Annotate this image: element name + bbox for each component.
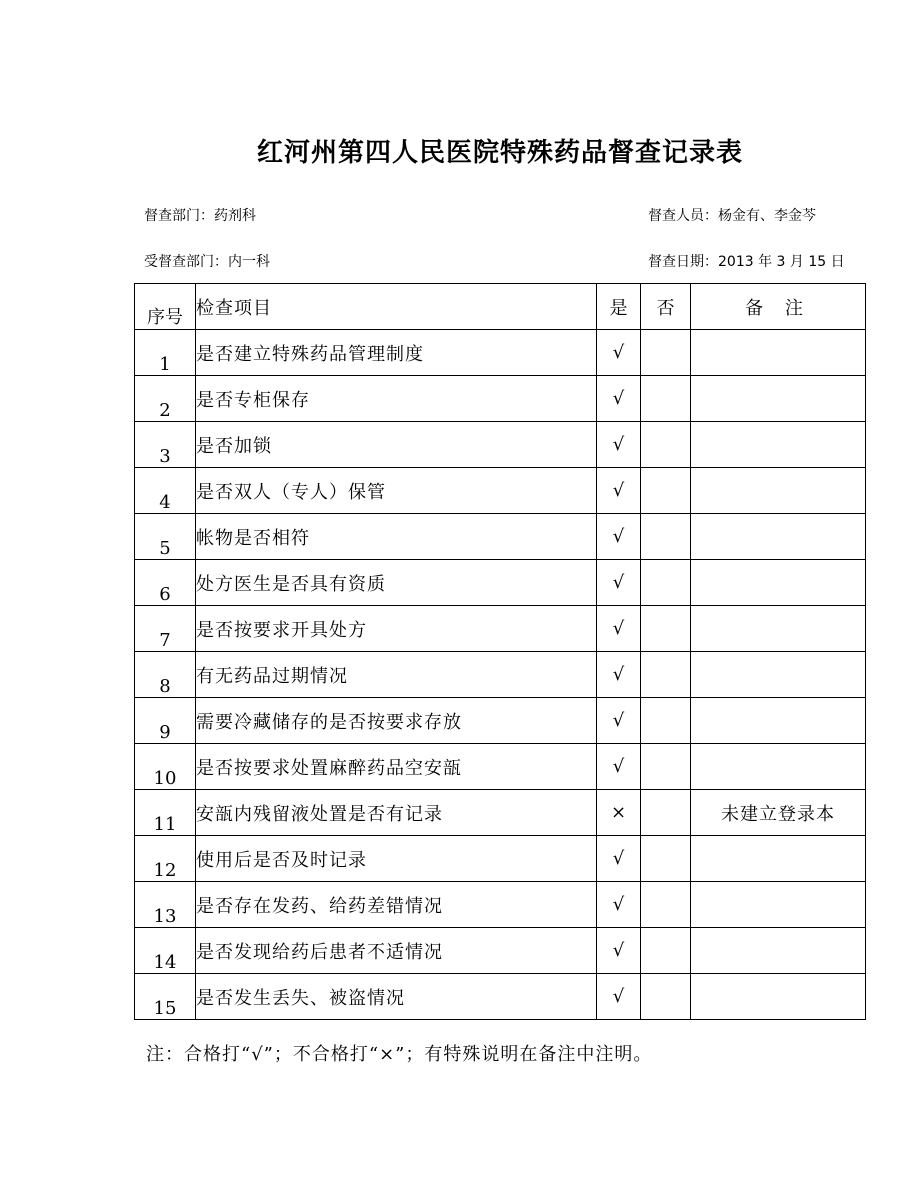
table-row [135, 468, 866, 514]
row-yes-mark: √ [597, 882, 641, 928]
row-no-mark [641, 514, 691, 560]
inspectors-label: 督查人员： [648, 208, 718, 224]
row-serial-number: 11 [135, 790, 196, 836]
row-remarks [691, 422, 866, 468]
row-serial-number: 9 [135, 698, 196, 744]
table-row [135, 698, 866, 744]
header-yes: 是 [597, 284, 641, 330]
table-row [135, 606, 866, 652]
document-title: 红河州第四人民医院特殊药品督查记录表 [256, 138, 743, 168]
table-row [135, 514, 866, 560]
row-serial-number: 14 [135, 928, 196, 974]
row-no-mark [641, 652, 691, 698]
header-check-item: 检查项目 [196, 284, 597, 330]
row-serial-number: 15 [135, 974, 196, 1020]
inspection-date-value: 2013 年 3 月 15 日 [718, 254, 845, 270]
row-serial-number: 6 [135, 560, 196, 606]
row-serial-number: 13 [135, 882, 196, 928]
header-serial-number: 序号 [135, 284, 196, 330]
row-check-item: 处方医生是否具有资质 [196, 560, 597, 606]
row-no-mark [641, 974, 691, 1020]
row-serial-number: 8 [135, 652, 196, 698]
row-check-item: 是否专柜保存 [196, 376, 597, 422]
row-remarks [691, 468, 866, 514]
row-remarks [691, 974, 866, 1020]
row-yes-mark: × [597, 790, 641, 836]
row-yes-mark: √ [597, 744, 641, 790]
table-row [135, 422, 866, 468]
row-serial-number: 3 [135, 422, 196, 468]
row-yes-mark: √ [597, 514, 641, 560]
footnote: 注：合格打“√”；不合格打“×”；有特殊说明在备注中注明。 [146, 1044, 653, 1065]
row-no-mark [641, 790, 691, 836]
row-no-mark [641, 928, 691, 974]
row-remarks [691, 560, 866, 606]
table-row [135, 836, 866, 882]
row-yes-mark: √ [597, 468, 641, 514]
row-remarks [691, 928, 866, 974]
inspection-date-label: 督查日期： [648, 254, 718, 270]
row-yes-mark: √ [597, 974, 641, 1020]
row-yes-mark: √ [597, 560, 641, 606]
table-row [135, 330, 866, 376]
inspectors-value: 杨金有、李金芩 [718, 208, 816, 224]
row-yes-mark: √ [597, 376, 641, 422]
table-row [135, 790, 866, 836]
row-serial-number: 2 [135, 376, 196, 422]
row-remarks [691, 330, 866, 376]
row-no-mark [641, 698, 691, 744]
row-check-item: 有无药品过期情况 [196, 652, 597, 698]
row-check-item: 需要冷藏储存的是否按要求存放 [196, 698, 597, 744]
table-row [135, 974, 866, 1020]
row-yes-mark: √ [597, 698, 641, 744]
row-check-item: 是否发现给药后患者不适情况 [196, 928, 597, 974]
row-no-mark [641, 560, 691, 606]
row-check-item: 使用后是否及时记录 [196, 836, 597, 882]
row-no-mark [641, 422, 691, 468]
row-serial-number: 4 [135, 468, 196, 514]
row-check-item: 是否按要求开具处方 [196, 606, 597, 652]
row-check-item: 是否按要求处置麻醉药品空安瓿 [196, 744, 597, 790]
row-no-mark [641, 744, 691, 790]
row-check-item: 是否建立特殊药品管理制度 [196, 330, 597, 376]
row-remarks [691, 836, 866, 882]
row-yes-mark: √ [597, 652, 641, 698]
row-no-mark [641, 468, 691, 514]
table-row [135, 652, 866, 698]
row-check-item: 是否加锁 [196, 422, 597, 468]
table-row [135, 882, 866, 928]
row-serial-number: 5 [135, 514, 196, 560]
table-row [135, 376, 866, 422]
inspecting-department-value: 药剂科 [214, 208, 256, 224]
inspected-department-value: 内一科 [228, 254, 270, 270]
inspected-department [144, 251, 270, 271]
row-serial-number: 10 [135, 744, 196, 790]
row-no-mark [641, 376, 691, 422]
row-serial-number: 7 [135, 606, 196, 652]
row-yes-mark: √ [597, 606, 641, 652]
inspection-date [648, 251, 845, 271]
header-remarks: 备 注 [691, 284, 866, 330]
row-yes-mark: √ [597, 330, 641, 376]
inspectors [648, 205, 816, 225]
row-no-mark [641, 606, 691, 652]
row-remarks [691, 744, 866, 790]
row-check-item: 是否发生丢失、被盗情况 [196, 974, 597, 1020]
row-remarks: 未建立登录本 [691, 790, 866, 836]
header-no: 否 [641, 284, 691, 330]
inspection-table [134, 283, 866, 1020]
row-no-mark [641, 836, 691, 882]
table-row [135, 744, 866, 790]
row-no-mark [641, 330, 691, 376]
row-remarks [691, 606, 866, 652]
row-serial-number: 12 [135, 836, 196, 882]
table-row [135, 560, 866, 606]
row-remarks [691, 698, 866, 744]
row-serial-number: 1 [135, 330, 196, 376]
table-header-row [135, 284, 866, 330]
row-no-mark [641, 882, 691, 928]
row-remarks [691, 376, 866, 422]
row-remarks [691, 652, 866, 698]
row-yes-mark: √ [597, 422, 641, 468]
inspecting-department-label: 督查部门： [144, 208, 214, 224]
row-remarks [691, 514, 866, 560]
row-yes-mark: √ [597, 836, 641, 882]
row-check-item: 帐物是否相符 [196, 514, 597, 560]
row-yes-mark: √ [597, 928, 641, 974]
row-remarks [691, 882, 866, 928]
inspected-department-label: 受督查部门： [144, 254, 228, 270]
inspecting-department [144, 205, 256, 225]
row-check-item: 安瓿内残留液处置是否有记录 [196, 790, 597, 836]
row-check-item: 是否双人（专人）保管 [196, 468, 597, 514]
table-row [135, 928, 866, 974]
row-check-item: 是否存在发药、给药差错情况 [196, 882, 597, 928]
